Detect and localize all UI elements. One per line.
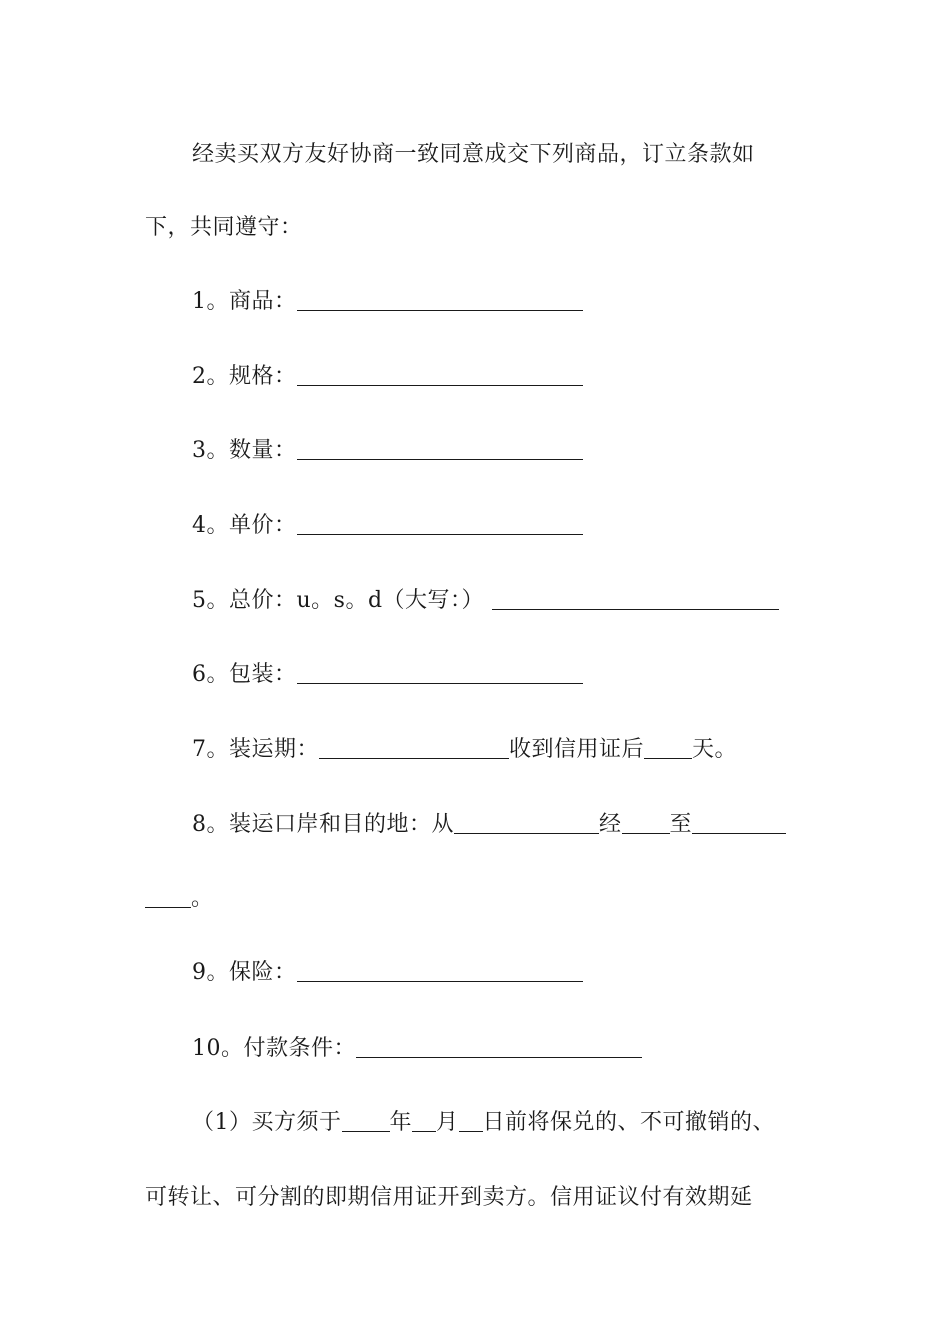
item-payment-label: 10。付款条件：: [192, 1036, 356, 1061]
item-total-price-label: 5。总价：u。s。d（大写：）: [192, 588, 485, 613]
item-total-price: [192, 586, 857, 616]
item-commodity: [192, 287, 857, 317]
clause-day-blank: [459, 1109, 483, 1132]
clause-1-year: 年: [389, 1110, 413, 1135]
item-port-destination-cont: [145, 884, 810, 914]
item-packing-label: 6。包装：: [192, 662, 297, 687]
item-packing: [192, 660, 857, 690]
item-commodity-label: 1。商品：: [192, 289, 297, 314]
specification-blank: [297, 363, 583, 386]
item-shipment-text: 收到信用证后: [509, 737, 645, 762]
insurance-blank: [297, 959, 583, 982]
clause-1-text-line2: 可转让、可分割的即期信用证开到卖方。信用证议付有效期延: [145, 1185, 753, 1210]
clause-month-blank: [412, 1109, 436, 1132]
shipment-days-blank: [644, 736, 692, 759]
unit-price-blank: [297, 512, 583, 535]
intro-text-2: 下，共同遵守：: [145, 215, 303, 240]
item-port-label: 8。装运口岸和目的地：从: [192, 812, 454, 837]
payment-blank: [356, 1035, 642, 1058]
intro-paragraph-line1: [192, 140, 857, 170]
quantity-blank: [297, 437, 583, 460]
port-to-blank-cont: [145, 885, 191, 908]
intro-paragraph-line2: [145, 213, 810, 243]
item-insurance-label: 9。保险：: [192, 960, 297, 985]
clause-1-text-a: （1）买方须于: [192, 1110, 342, 1135]
intro-text-1: 经卖买双方友好协商一致同意成交下列商品，订立条款如: [192, 142, 755, 167]
item-specification-label: 2。规格：: [192, 364, 297, 389]
item-quantity: [192, 436, 857, 466]
item-insurance: [192, 958, 857, 988]
item-quantity-label: 3。数量：: [192, 438, 297, 463]
item-port-via: 经: [599, 812, 622, 837]
commodity-blank: [297, 288, 583, 311]
item-shipment-label: 7。装运期：: [192, 737, 319, 762]
shipment-time-blank: [319, 736, 509, 759]
port-via-blank: [622, 811, 670, 834]
item-unit-price: [192, 511, 857, 541]
item-specification: [192, 362, 857, 392]
item-unit-price-label: 4。单价：: [192, 513, 297, 538]
clause-1-month: 月: [436, 1110, 459, 1135]
item-port-end: 。: [191, 886, 214, 911]
clause-year-blank: [342, 1109, 390, 1132]
item-port-destination: [192, 810, 857, 840]
item-shipment-days-text: 天。: [692, 737, 738, 762]
item-payment: [192, 1034, 857, 1064]
item-shipment-time: [192, 735, 857, 765]
total-price-blank: [492, 587, 779, 610]
item-port-to: 至: [669, 812, 693, 837]
port-to-blank: [692, 811, 786, 834]
port-from-blank: [454, 811, 599, 834]
clause-1-text-d: 日前将保兑的、不可撤销的、: [482, 1110, 776, 1135]
packing-blank: [297, 661, 583, 684]
clause-1-line2: [145, 1183, 810, 1213]
clause-1-line1: [192, 1108, 857, 1138]
